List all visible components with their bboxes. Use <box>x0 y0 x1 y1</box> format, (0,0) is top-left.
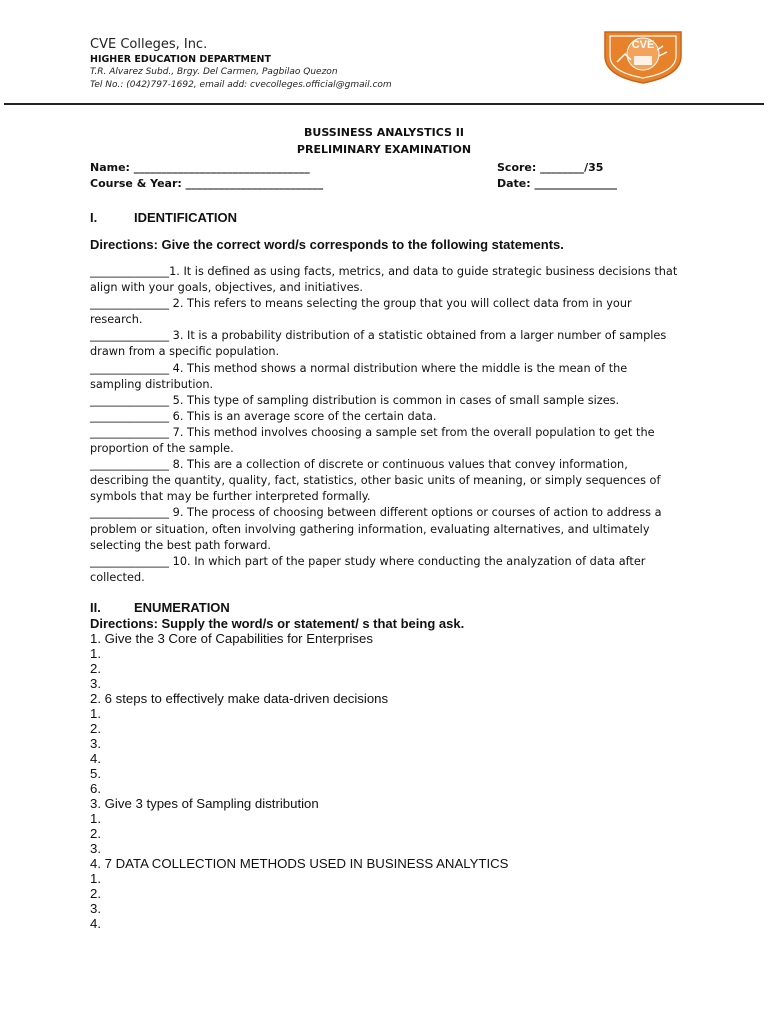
answer-line[interactable]: 1. <box>90 811 101 826</box>
answer-line[interactable]: 2. <box>90 886 101 901</box>
list-item: ______________ 5. This type of sampling distribution is common in cases of small sample sizes. <box>90 393 620 407</box>
section-identification-heading <box>90 210 237 225</box>
header-divider <box>4 103 764 105</box>
section-title: IDENTIFICATION <box>134 210 238 225</box>
contact-line: Tel No.: (042)797-1692, email add: cvecolleges.official@gmail.com <box>90 80 392 90</box>
list-item: ______________ 8. This are a collection of discrete or continuous values that convey information, describing the quantity, quality, fact, statistics, other basic units of meaning, or simply sequences of symbols that may be further interpreted formally. <box>90 458 661 504</box>
answer-line[interactable]: 1. <box>90 646 101 661</box>
section-number: II. <box>90 600 101 615</box>
list-item: ______________ 10. In which part of the paper study where conducting the analyzation of data after collected. <box>90 554 646 584</box>
answer-line[interactable]: 6. <box>90 781 101 796</box>
enumeration-question: 4. 7 DATA COLLECTION METHODS USED IN BUSINESS ANALYTICS <box>90 856 509 871</box>
college-seal-logo <box>601 26 685 84</box>
list-item: ______________ 7. This method involves choosing a sample set from the overall population to get the proportion of the sample. <box>90 425 655 456</box>
enumeration-list <box>90 631 508 931</box>
date-field[interactable]: Date: _______________ <box>497 177 618 190</box>
list-item: ______________ 9. The process of choosing between different options or courses of action to address a problem or situation, often involving gathering information, evaluating alternatives, and ultimately selecting the best path forward. <box>90 506 662 552</box>
identification-directions: Directions: Give the correct word/s corresponds to the following statements. <box>90 237 564 252</box>
section-number: I. <box>90 210 98 225</box>
enumeration-question: 3. Give 3 types of Sampling distribution <box>90 796 319 811</box>
answer-line[interactable]: 3. <box>90 736 101 751</box>
answer-line[interactable]: 2. <box>90 826 101 841</box>
name-field[interactable]: Name: ________________________________ <box>90 161 310 174</box>
list-item: ______________ 4. This method shows a normal distribution where the middle is the mean of the sampling distribution. <box>90 361 628 391</box>
exam-subtitle: PRELIMINARY EXAMINATION <box>296 143 472 156</box>
address-line: T.R. Alvarez Subd., Brgy. Del Carmen, Pagbilao Quezon <box>90 67 338 77</box>
logo-text: CVE <box>631 39 655 51</box>
department-name: HIGHER EDUCATION DEPARTMENT <box>90 54 271 65</box>
answer-line[interactable]: 3. <box>90 676 101 691</box>
course-year-field[interactable]: Course & Year: _________________________ <box>90 177 324 190</box>
list-item: ______________ 2. This refers to means selecting the group that you will collect data from in your research. <box>90 297 632 327</box>
org-name: CVE Colleges, Inc. <box>90 37 208 52</box>
list-item: ______________ 3. It is a probability distribution of a statistic obtained from a larger number of samples drawn from a specific population. <box>90 329 667 359</box>
identification-items <box>90 264 680 586</box>
answer-line[interactable]: 4. <box>90 916 101 931</box>
answer-line[interactable]: 2. <box>90 721 101 736</box>
answer-line[interactable]: 4. <box>90 751 101 766</box>
list-item: ______________ 6. This is an average score of the certain data. <box>90 409 437 423</box>
exam-title: BUSSINESS ANALYSTICS II <box>304 126 464 139</box>
enumeration-question: 1. Give the 3 Core of Capabilities for Enterprises <box>90 631 373 646</box>
answer-line[interactable]: 2. <box>90 661 101 676</box>
answer-line[interactable]: 3. <box>90 901 101 916</box>
enumeration-question: 2. 6 steps to effectively make data-driven decisions <box>90 691 389 706</box>
letterhead <box>90 38 392 92</box>
section-title: ENUMERATION <box>134 600 230 615</box>
answer-line[interactable]: 1. <box>90 706 101 721</box>
enumeration-directions: Directions: Supply the word/s or statement/ s that being ask. <box>90 616 465 631</box>
answer-line[interactable]: 1. <box>90 871 101 886</box>
answer-line[interactable]: 3. <box>90 841 101 856</box>
list-item: ______________1. It is defined as using facts, metrics, and data to guide strategic business decisions that align with your goals, objectives, and initiatives. <box>90 265 678 295</box>
answer-line[interactable]: 5. <box>90 766 101 781</box>
score-field[interactable]: Score: ________/35 <box>497 161 604 174</box>
section-enumeration-heading <box>90 600 230 615</box>
